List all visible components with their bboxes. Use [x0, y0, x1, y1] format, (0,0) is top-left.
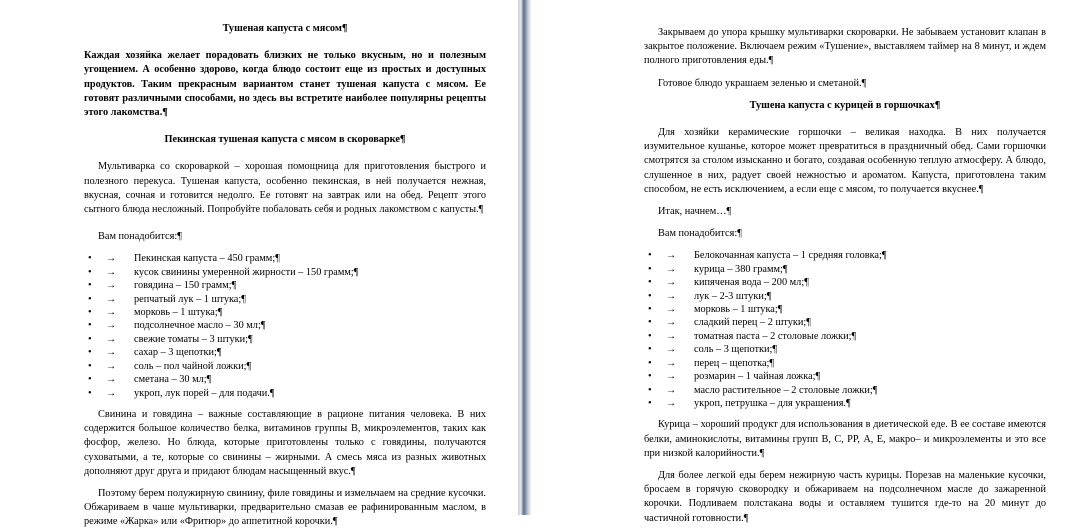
tab-arrow-icon: → — [106, 347, 117, 359]
bullet-icon: • — [648, 304, 652, 316]
bullet-icon: • — [88, 307, 92, 319]
section-title-pekin[interactable]: Пекинская тушеная капуста с мясом в скороварке¶ — [164, 134, 406, 146]
tab-arrow-icon: → — [106, 293, 117, 305]
ingredient-label: сметана – 30 мл; — [134, 374, 207, 386]
pilcrow-mark: ¶ — [934, 99, 941, 111]
tab-arrow-icon: → — [666, 277, 677, 289]
pilcrow-mark: ¶ — [766, 290, 772, 302]
pilcrow-mark: ¶ — [743, 512, 749, 524]
pilcrow-mark: ¶ — [881, 250, 887, 262]
left-page — [0, 0, 520, 528]
bullet-icon: • — [88, 293, 92, 305]
ingredient-item[interactable] — [644, 330, 1046, 343]
ingredient-label: подсолнечное масло – 30 мл; — [134, 320, 261, 332]
ingredient-item[interactable] — [84, 252, 486, 265]
bullet-icon: • — [648, 397, 652, 409]
tab-arrow-icon: → — [666, 317, 677, 329]
pilcrow-mark: ¶ — [162, 107, 168, 119]
tab-arrow-icon: → — [666, 263, 677, 275]
pilcrow-mark: ¶ — [246, 360, 252, 372]
bullet-icon: • — [648, 317, 652, 329]
ingredient-label: томатная паста – 2 столовые ложки; — [694, 330, 852, 342]
bullet-icon: • — [88, 280, 92, 292]
pilcrow-mark: ¶ — [332, 516, 338, 528]
pilcrow-mark: ¶ — [815, 371, 821, 383]
paragraph-cooking[interactable]: Для более легкой еды берем нежирную часть курицы. Порезав на маленькие кусочки, бросаем в горячую сковородку и обжариваем на подсолнечном масле до зажаренной корочки. Подливаем полстакана воды и оставляем тушится где-то на 20 минут до частичной готовности.¶ — [644, 469, 1046, 524]
pilcrow-mark: ¶ — [872, 384, 878, 396]
ingredient-label: розмарин – 1 чайная ложка; — [694, 371, 816, 383]
paragraph-start[interactable]: Итак, начнем…¶ — [658, 206, 732, 218]
ingredient-item[interactable] — [84, 360, 486, 373]
ingredient-label: Белокочанная капуста – 1 средняя головка; — [694, 250, 882, 262]
ingredient-label: говядина – 150 грамм; — [134, 280, 232, 292]
bullet-icon: • — [648, 371, 652, 383]
ingredient-label: укроп, петрушка – для украшения. — [694, 397, 847, 409]
tab-arrow-icon: → — [666, 304, 677, 316]
tab-arrow-icon: → — [666, 250, 677, 262]
pilcrow-mark: ¶ — [769, 357, 775, 369]
tab-arrow-icon: → — [666, 344, 677, 356]
pilcrow-mark: ¶ — [804, 277, 809, 289]
tab-arrow-icon: → — [106, 374, 117, 386]
pilcrow-mark: ¶ — [759, 447, 765, 459]
ingredient-item[interactable] — [644, 249, 1046, 262]
ingredient-item[interactable] — [644, 357, 1046, 370]
section-title-pots[interactable]: Тушена капуста с курицей в горшочках¶ — [749, 99, 941, 111]
ingredient-item[interactable] — [644, 276, 1046, 289]
tab-arrow-icon: → — [666, 384, 677, 396]
bullet-icon: • — [648, 357, 652, 369]
pilcrow-mark: ¶ — [216, 347, 222, 359]
page-separator — [518, 0, 532, 515]
ingredient-label: морковь – 1 штука; — [694, 304, 778, 316]
ingredient-label: соль – 3 щепотки; — [694, 344, 773, 356]
right-page — [532, 0, 1069, 524]
ingredient-label: соль – пол чайной ложки; — [134, 360, 247, 372]
pilcrow-mark: ¶ — [726, 206, 732, 218]
ingredient-item[interactable] — [644, 263, 1046, 276]
pilcrow-mark: ¶ — [768, 55, 774, 67]
ingredient-item[interactable] — [84, 373, 486, 386]
ingredient-item[interactable] — [84, 387, 486, 400]
ingredient-label: сахар – 3 щепотки; — [134, 347, 217, 359]
pilcrow-mark: ¶ — [737, 228, 742, 240]
ingredient-item[interactable] — [84, 293, 486, 306]
bullet-icon: • — [88, 320, 92, 332]
ingredient-item[interactable] — [644, 397, 1046, 410]
ingredient-label: кипяченая вода – 200 мл; — [694, 277, 805, 289]
tab-arrow-icon: → — [106, 307, 117, 319]
ingredient-item[interactable] — [644, 303, 1046, 316]
pilcrow-mark: ¶ — [275, 253, 280, 265]
pilcrow-mark: ¶ — [350, 465, 356, 477]
pilcrow-mark: ¶ — [231, 280, 237, 292]
pilcrow-mark: ¶ — [241, 293, 246, 305]
tab-arrow-icon: → — [666, 371, 677, 383]
ingredients-heading[interactable]: Вам понадобится:¶ — [98, 231, 182, 243]
ingredient-item[interactable] — [644, 290, 1046, 303]
ingredient-item[interactable] — [84, 306, 486, 319]
paragraph-lid[interactable]: Закрываем до упора крышку мультиварки скороварки. Не забываем установит клапан в закрытое положение. Включаем режим «Тушение», выставляем таймер на 8 минут, и ждем полного приготовления еды.¶ — [644, 27, 1046, 67]
ingredient-label: репчатый лук – 1 штука; — [134, 293, 242, 305]
bullet-icon: • — [648, 384, 652, 396]
tab-arrow-icon: → — [106, 360, 117, 372]
pilcrow-mark: ¶ — [248, 333, 253, 345]
paragraph-meat[interactable]: Свинина и говядина – важные составляющие в рационе питания человека. В них содержится большое количество белка, витаминов группы В, микроэлементов, таких как фосфор, железо. Но блюда, которые приготовлены только с говядины, получаются суховатыми, а те, которые со свинины – жирными. А смесь мяса из разных животных дополняют друг друга и придают блюдам насыщенный вкус.¶ — [84, 408, 486, 477]
paragraph-frying[interactable]: Поэтому берем полужирную свинину, филе говядины и измельчаем на средние кусочки. Обжариваем в чаше мультиварки, предварительно смазав ее рафинированным маслом, в режиме «Жарка» или «Фритюр» до аппетитной корочки.¶ — [84, 487, 486, 528]
bullet-icon: • — [648, 250, 652, 262]
pilcrow-mark: ¶ — [177, 231, 182, 243]
pilcrow-mark: ¶ — [851, 330, 857, 342]
pilcrow-mark: ¶ — [846, 397, 851, 409]
pilcrow-mark: ¶ — [260, 320, 266, 332]
tab-arrow-icon: → — [666, 330, 677, 342]
ingredient-item[interactable] — [644, 343, 1046, 356]
ingredient-item[interactable] — [84, 346, 486, 359]
tab-arrow-icon: → — [666, 357, 677, 369]
bullet-icon: • — [648, 344, 652, 356]
ingredient-label: свежие томаты – 3 штуки; — [134, 333, 249, 345]
pilcrow-mark: ¶ — [772, 344, 778, 356]
recipe-title[interactable]: Тушеная капуста с мясом¶ — [222, 23, 348, 34]
ingredient-label: лук – 2-3 штуки; — [694, 290, 767, 302]
tab-arrow-icon: → — [106, 387, 117, 399]
pilcrow-mark: ¶ — [782, 263, 788, 275]
bullet-icon: • — [88, 266, 92, 278]
ingredient-item[interactable] — [84, 333, 486, 346]
bullet-icon: • — [648, 263, 652, 275]
paragraph-pots[interactable]: Для хозяйки керамические горшочки – великая находка. В них получается изумительное кушанье, которое может превратиться в праздничный обед. Сами горшочки смотрятся за столом изысканно и богато, создавая особенную теплую атмосферу. А блюдо, слушенное в них, радует своей нежностью и ароматом. Капуста, приготовлена таким способом, не есть исключением, а если еще с мясом, то получается вкуснее.¶ — [644, 127, 1046, 195]
ingredient-item[interactable] — [84, 266, 486, 279]
ingredient-item[interactable] — [644, 316, 1046, 329]
bullet-icon: • — [88, 374, 92, 386]
paragraph-chicken[interactable]: Курица – хороший продукт для использования в диетической еде. В ее составе имеются белки, аминокислоты, витамины групп В, С, РР, А, Е, макро– и микроэлементы и это все при низкой калорийности.¶ — [644, 419, 1046, 459]
ingredient-item[interactable] — [84, 279, 486, 292]
bullet-icon: • — [88, 347, 92, 359]
ingredient-label: Пекинская капуста – 450 грамм; — [134, 253, 276, 265]
pilcrow-mark: ¶ — [978, 183, 984, 195]
pilcrow-mark: ¶ — [806, 317, 811, 329]
right-page-content — [644, 26, 1046, 526]
tab-arrow-icon: → — [106, 266, 117, 278]
tab-arrow-icon: → — [666, 397, 677, 409]
tab-arrow-icon: → — [106, 333, 117, 345]
ingredient-list — [644, 249, 1046, 410]
ingredient-label: морковь – 1 штука; — [134, 307, 218, 319]
ingredient-label: укроп, лук порей – для подачи. — [134, 387, 270, 399]
bullet-icon: • — [648, 330, 652, 342]
paragraph-garnish[interactable]: Готовое блюдо украшаем зеленью и сметаной.¶ — [658, 77, 867, 89]
bullet-icon: • — [648, 277, 652, 289]
left-page-content — [84, 22, 486, 530]
ingredients-heading[interactable]: Вам понадобится:¶ — [658, 228, 742, 240]
ingredient-list — [84, 252, 486, 399]
intro-paragraph[interactable]: Каждая хозяйка желает порадовать близких не только вкусным, но и полезным угощением. А особенно здорово, когда блюдо состоит еще из простых и доступных продуктов. Таким прекрасным вариантом станет тушеная капуста с мясом. Ее готовят различными способами, но здесь вы встретите наиболее популярны рецепты этого лакомства.¶ — [84, 50, 486, 119]
paragraph-multicooker[interactable]: Мультиварка со скороваркой – хорошая помощница для приготовления быстрого и полезного перекуса. Тушеная капуста, особенно пекинская, в ней получается нежная, вкусная, сочная и готовится недолго. Ее готовят на завтрак или на обед. Рецепт этого сытного блюда несложный. Попробуйте побаловать себя и родных лакомством с капусты.¶ — [84, 161, 486, 216]
pilcrow-mark: ¶ — [353, 266, 359, 278]
ingredient-label: кусок свинины умеренной жирности – 150 грамм; — [134, 266, 354, 278]
pilcrow-mark: ¶ — [206, 374, 212, 386]
pilcrow-mark: ¶ — [861, 77, 867, 89]
pilcrow-mark: ¶ — [217, 307, 223, 319]
bullet-icon: • — [648, 290, 652, 302]
ingredient-item[interactable] — [84, 319, 486, 332]
ingredient-label: курица – 380 грамм; — [694, 263, 783, 275]
tab-arrow-icon: → — [106, 253, 117, 265]
bullet-icon: • — [88, 387, 92, 399]
bullet-icon: • — [88, 360, 92, 372]
tab-arrow-icon: → — [106, 320, 117, 332]
bullet-icon: • — [88, 253, 92, 265]
pilcrow-mark: ¶ — [341, 23, 348, 34]
pilcrow-mark: ¶ — [399, 134, 406, 146]
tab-arrow-icon: → — [666, 290, 677, 302]
ingredient-item[interactable] — [644, 384, 1046, 397]
tab-arrow-icon: → — [106, 280, 117, 292]
pilcrow-mark: ¶ — [478, 204, 484, 216]
ingredient-label: сладкий перец – 2 штуки; — [694, 317, 807, 329]
bullet-icon: • — [88, 333, 92, 345]
ingredient-item[interactable] — [644, 370, 1046, 383]
pilcrow-mark: ¶ — [777, 304, 783, 316]
pilcrow-mark: ¶ — [269, 387, 275, 399]
ingredient-label: масло растительное – 2 столовые ложки; — [694, 384, 873, 396]
ingredient-label: перец – щепотка; — [694, 357, 770, 369]
